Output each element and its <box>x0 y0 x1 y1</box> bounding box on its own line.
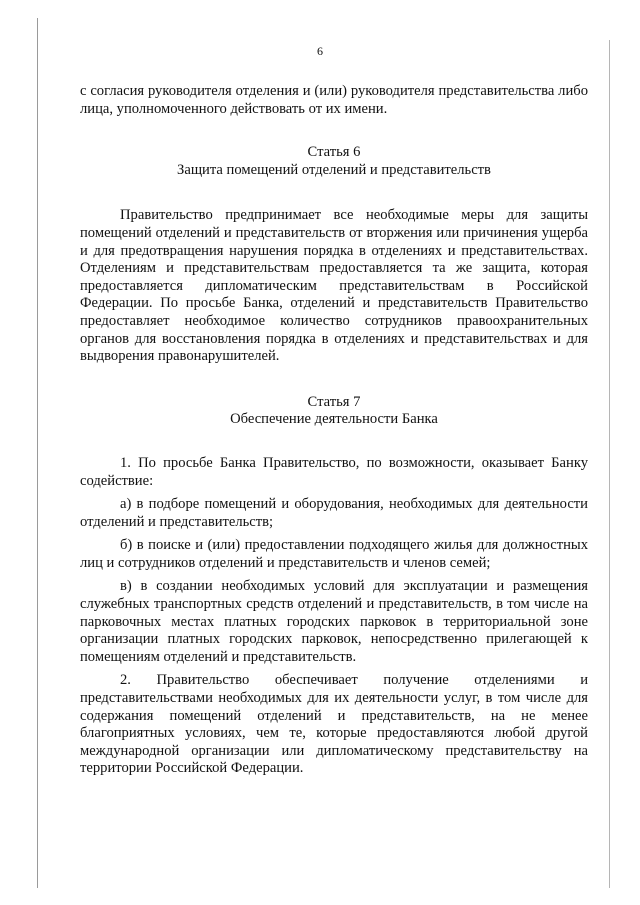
article-7-number: Статья 7 <box>307 393 361 410</box>
document-body <box>80 83 588 778</box>
article-6-number: Статья 6 <box>307 144 361 161</box>
scan-border-left <box>37 18 38 888</box>
article-7-paragraph-2: 2. Правительство обеспечивает получение отделениями и представительствами необходимых для их деятельности услуг, в том числе для содержания помещений отделений и представительств, на не менее благоприятных условиях, чем те, которые предоставляются любой другой международной организации или дипломатическому представительству на территории Российской Федерации. <box>80 672 588 777</box>
article-7-item-b: б) в поиске и (или) предоставлении подходящего жилья для должностных лиц и сотрудников отделений и представительств и членов семей; <box>80 537 588 571</box>
intro-paragraph: с согласия руководителя отделения и (или) руководителя представительства либо лица, уполномоченного действовать от их имени. <box>80 83 588 117</box>
article-7-item-c: в) в создании необходимых условий для эксплуатации и размещения служебных транспортных средств отделений и представительств, в том числе на парковочных местах платных городских парковок в территориальной зоне организации платных городских парковок, непосредственно прилегающей к помещениям отделений и представительств. <box>80 578 588 665</box>
article-6-title: Защита помещений отделений и представительств <box>177 161 491 178</box>
scan-border-right <box>609 40 610 888</box>
article-7-title: Обеспечение деятельности Банка <box>230 411 438 428</box>
page-number: 6 <box>317 44 323 58</box>
article-7-item-a: а) в подборе помещений и оборудования, необходимых для деятельности отделений и представительств; <box>80 496 588 530</box>
article-6-text: Правительство предпринимает все необходимые меры для защиты помещений отделений и представительств от вторжения или причинения ущерба и для предотвращения нарушения порядка в отделениях и представительствах. Отделениям и представительствам предоставляется та же защита, которая предоставляется дипломатическим представительствам в Российской Федерации. По просьбе Банка, отделений и представительств Правительство предоставляет необходимое количество сотрудников правоохранительных органов для восстановления порядка в отделениях и представительствах и для выдворения правонарушителей. <box>80 207 588 365</box>
article-7-paragraph-1: 1. По просьбе Банка Правительство, по возможности, оказывает Банку содействие: <box>80 454 588 489</box>
